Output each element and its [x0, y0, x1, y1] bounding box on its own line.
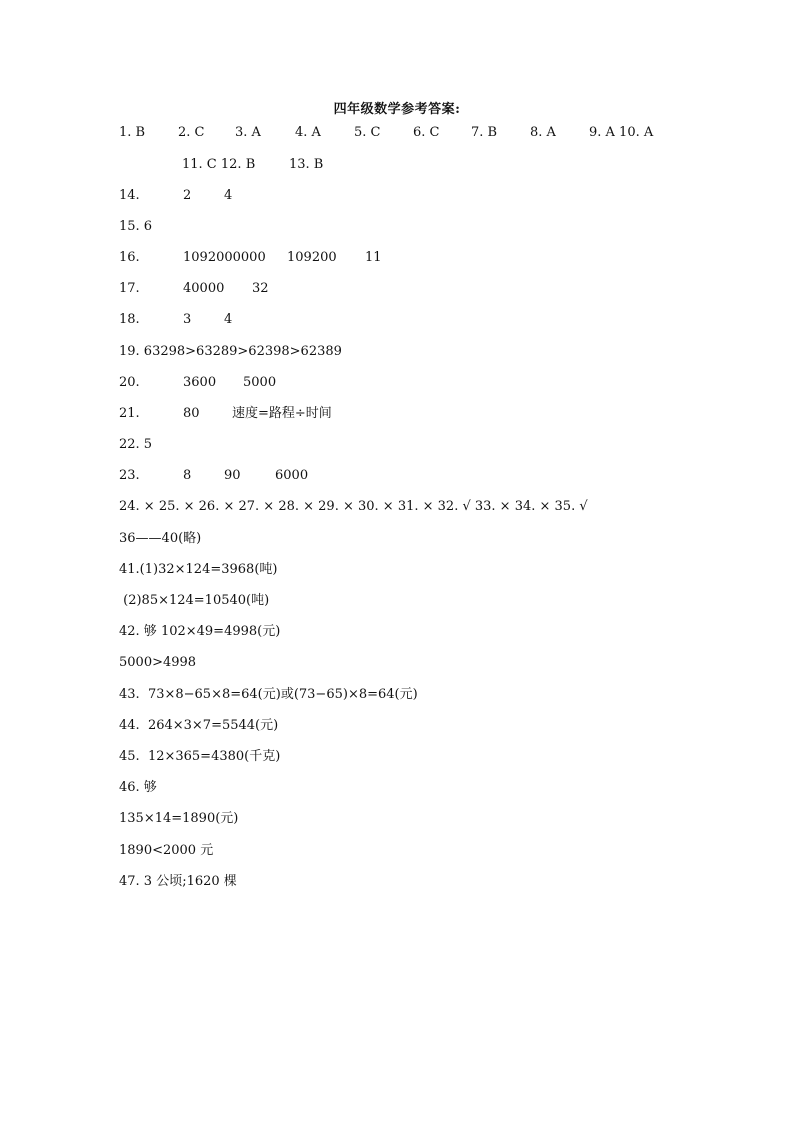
answer-21	[119, 405, 332, 423]
answer-9-10: 9. A 10. A	[589, 125, 654, 140]
page-title: 四年级数学参考答案:	[333, 102, 461, 117]
answer-21-blank-2: 速度=路程÷时间	[232, 406, 332, 421]
answer-44: 44. 264×3×7=5544(元)	[119, 718, 279, 733]
answer-16-blank-2: 109200	[287, 250, 337, 265]
answer-24-35: 24. × 25. × 26. × 27. × 28. × 29. × 30. × 31. × 32. √ 33. × 34. × 35. √	[119, 499, 588, 514]
answer-46: 46. 够	[119, 780, 157, 795]
answer-19: 19. 63298>63289>62398>62389	[119, 344, 342, 359]
answer-16-number: 16.	[119, 250, 140, 265]
answer-18-number: 18.	[119, 312, 140, 327]
answer-41-part-1: 41.(1)32×124=3968(吨)	[119, 562, 278, 577]
answer-1: 1. B	[119, 125, 146, 140]
answer-20-blank-2: 5000	[243, 375, 277, 390]
answer-3: 3. A	[235, 125, 261, 140]
answer-14-blank-1: 2	[183, 188, 192, 203]
answer-41-part-2: (2)85×124=10540(吨)	[119, 593, 270, 608]
answer-23-blank-3: 6000	[275, 468, 309, 483]
answer-4: 4. A	[295, 125, 321, 140]
answer-16	[119, 249, 382, 267]
answer-17-blank-2: 32	[252, 281, 269, 296]
answer-14-number: 14.	[119, 188, 140, 203]
answer-20-blank-1: 3600	[183, 375, 217, 390]
answer-22: 22. 5	[119, 437, 153, 452]
answer-16-blank-3: 11	[365, 250, 382, 265]
answer-42-compare: 5000>4998	[119, 655, 197, 670]
answer-36-40: 36——40(略)	[119, 531, 202, 546]
answer-17-blank-1: 40000	[183, 281, 225, 296]
answer-16-blank-1: 1092000000	[183, 250, 266, 265]
answer-18-blank-2: 4	[224, 312, 233, 327]
answer-20	[119, 374, 277, 392]
answer-45: 45. 12×365=4380(千克)	[119, 749, 281, 764]
answer-46-calc: 135×14=1890(元)	[119, 811, 239, 826]
answer-47: 47. 3 公顷;1620 棵	[119, 874, 237, 889]
answer-14-blank-2: 4	[224, 188, 233, 203]
answer-43: 43. 73×8−65×8=64(元)或(73−65)×8=64(元)	[119, 687, 418, 702]
answer-18-blank-1: 3	[183, 312, 192, 327]
answer-42: 42. 够 102×49=4998(元)	[119, 624, 281, 639]
answer-17-number: 17.	[119, 281, 140, 296]
answer-23-blank-1: 8	[183, 468, 192, 483]
answer-row-1	[119, 124, 654, 142]
answer-18	[119, 311, 233, 329]
answer-46-compare: 1890<2000 元	[119, 843, 214, 858]
answer-6: 6. C	[413, 125, 440, 140]
answer-13: 13. B	[289, 157, 324, 172]
answer-7: 7. B	[471, 125, 498, 140]
answer-21-number: 21.	[119, 406, 140, 421]
answer-20-number: 20.	[119, 375, 140, 390]
answer-17	[119, 280, 269, 298]
answer-5: 5. C	[354, 125, 381, 140]
answer-row-2	[119, 156, 324, 174]
answer-14	[119, 187, 233, 205]
answer-23-blank-2: 90	[224, 468, 241, 483]
answer-21-blank-1: 80	[183, 406, 200, 421]
answer-11-12: 11. C 12. B	[182, 157, 256, 172]
answer-15: 15. 6	[119, 219, 153, 234]
answer-2: 2. C	[178, 125, 205, 140]
answer-23-number: 23.	[119, 468, 140, 483]
answer-8: 8. A	[530, 125, 556, 140]
answer-23	[119, 467, 309, 485]
